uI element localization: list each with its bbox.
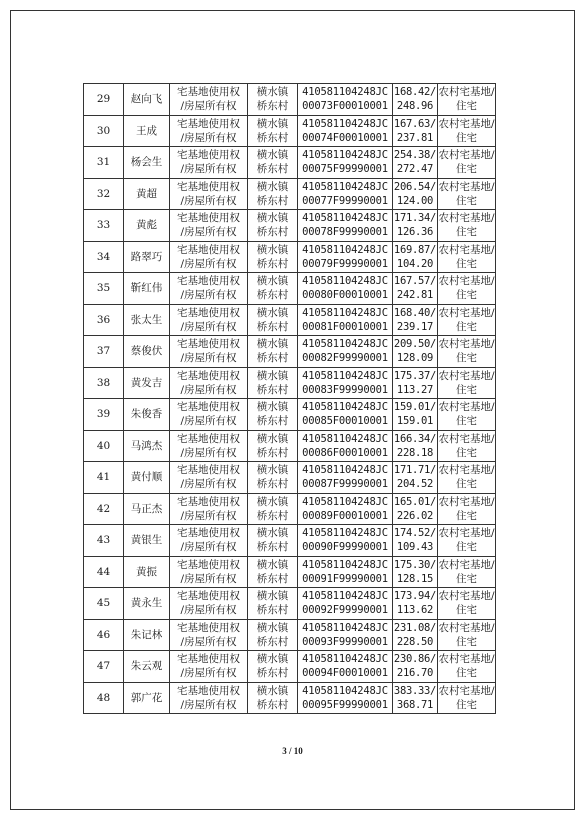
land-use-cell: 农村宅基地/ 住宅 — [438, 651, 496, 683]
area-cell: 167.57/ 242.81 — [393, 273, 438, 305]
owner-name-cell: 黄永生 — [124, 588, 170, 620]
right-type-cell: 宅基地使用权 /房屋所有权 — [170, 273, 248, 305]
area-cell: 168.42/ 248.96 — [393, 84, 438, 116]
row-number-cell: 34 — [84, 241, 124, 273]
land-use-cell: 农村宅基地/ 住宅 — [438, 682, 496, 714]
owner-name-cell: 王成 — [124, 115, 170, 147]
land-use-cell: 农村宅基地/ 住宅 — [438, 367, 496, 399]
owner-name-cell: 郭广花 — [124, 682, 170, 714]
table-row — [84, 147, 496, 179]
area-cell: 168.40/ 239.17 — [393, 304, 438, 336]
right-type-cell: 宅基地使用权 /房屋所有权 — [170, 462, 248, 494]
unit-code-cell: 410581104248JC 00087F99990001 — [298, 462, 393, 494]
right-type-cell: 宅基地使用权 /房屋所有权 — [170, 115, 248, 147]
area-cell: 383.33/ 368.71 — [393, 682, 438, 714]
row-number-cell: 35 — [84, 273, 124, 305]
location-cell: 横水镇 桥东村 — [248, 399, 298, 431]
table-row — [84, 115, 496, 147]
owner-name-cell: 黄彪 — [124, 210, 170, 242]
row-number-cell: 48 — [84, 682, 124, 714]
land-use-cell: 农村宅基地/ 住宅 — [438, 273, 496, 305]
land-use-cell: 农村宅基地/ 住宅 — [438, 525, 496, 557]
unit-code-cell: 410581104248JC 00094F00010001 — [298, 651, 393, 683]
row-number-cell: 42 — [84, 493, 124, 525]
unit-code-cell: 410581104248JC 00086F00010001 — [298, 430, 393, 462]
land-use-cell: 农村宅基地/ 住宅 — [438, 462, 496, 494]
location-cell: 横水镇 桥东村 — [248, 147, 298, 179]
unit-code-cell: 410581104248JC 00083F99990001 — [298, 367, 393, 399]
right-type-cell: 宅基地使用权 /房屋所有权 — [170, 430, 248, 462]
table-row — [84, 651, 496, 683]
owner-name-cell: 张太生 — [124, 304, 170, 336]
row-number-cell: 38 — [84, 367, 124, 399]
location-cell: 横水镇 桥东村 — [248, 619, 298, 651]
land-use-cell: 农村宅基地/ 住宅 — [438, 241, 496, 273]
table-row — [84, 493, 496, 525]
table-row — [84, 241, 496, 273]
page-number: 3 / 10 — [282, 746, 303, 756]
area-cell: 171.71/ 204.52 — [393, 462, 438, 494]
location-cell: 横水镇 桥东村 — [248, 210, 298, 242]
unit-code-cell: 410581104248JC 00095F99990001 — [298, 682, 393, 714]
right-type-cell: 宅基地使用权 /房屋所有权 — [170, 178, 248, 210]
location-cell: 横水镇 桥东村 — [248, 336, 298, 368]
row-number-cell: 46 — [84, 619, 124, 651]
area-cell: 230.86/ 216.70 — [393, 651, 438, 683]
table-row — [84, 304, 496, 336]
unit-code-cell: 410581104248JC 00074F00010001 — [298, 115, 393, 147]
unit-code-cell: 410581104248JC 00090F99990001 — [298, 525, 393, 557]
unit-code-cell: 410581104248JC 00085F00010001 — [298, 399, 393, 431]
owner-name-cell: 杨会生 — [124, 147, 170, 179]
land-use-cell: 农村宅基地/ 住宅 — [438, 178, 496, 210]
row-number-cell: 32 — [84, 178, 124, 210]
land-use-cell: 农村宅基地/ 住宅 — [438, 147, 496, 179]
row-number-cell: 31 — [84, 147, 124, 179]
row-number-cell: 33 — [84, 210, 124, 242]
location-cell: 横水镇 桥东村 — [248, 462, 298, 494]
right-type-cell: 宅基地使用权 /房屋所有权 — [170, 399, 248, 431]
right-type-cell: 宅基地使用权 /房屋所有权 — [170, 619, 248, 651]
land-use-cell: 农村宅基地/ 住宅 — [438, 556, 496, 588]
row-number-cell: 45 — [84, 588, 124, 620]
location-cell: 横水镇 桥东村 — [248, 273, 298, 305]
location-cell: 横水镇 桥东村 — [248, 430, 298, 462]
unit-code-cell: 410581104248JC 00081F00010001 — [298, 304, 393, 336]
area-cell: 159.01/ 159.01 — [393, 399, 438, 431]
land-use-cell: 农村宅基地/ 住宅 — [438, 619, 496, 651]
unit-code-cell: 410581104248JC 00093F99990001 — [298, 619, 393, 651]
unit-code-cell: 410581104248JC 00091F99990001 — [298, 556, 393, 588]
row-number-cell: 47 — [84, 651, 124, 683]
row-number-cell: 36 — [84, 304, 124, 336]
table-row — [84, 556, 496, 588]
area-cell: 171.34/ 126.36 — [393, 210, 438, 242]
unit-code-cell: 410581104248JC 00080F00010001 — [298, 273, 393, 305]
unit-code-cell: 410581104248JC 00092F99990001 — [298, 588, 393, 620]
location-cell: 横水镇 桥东村 — [248, 115, 298, 147]
area-cell: 173.94/ 113.62 — [393, 588, 438, 620]
row-number-cell: 37 — [84, 336, 124, 368]
right-type-cell: 宅基地使用权 /房屋所有权 — [170, 588, 248, 620]
owner-name-cell: 路翠巧 — [124, 241, 170, 273]
location-cell: 横水镇 桥东村 — [248, 84, 298, 116]
land-use-cell: 农村宅基地/ 住宅 — [438, 430, 496, 462]
unit-code-cell: 410581104248JC 00075F99990001 — [298, 147, 393, 179]
row-number-cell: 41 — [84, 462, 124, 494]
right-type-cell: 宅基地使用权 /房屋所有权 — [170, 556, 248, 588]
table-row — [84, 462, 496, 494]
table-row — [84, 619, 496, 651]
right-type-cell: 宅基地使用权 /房屋所有权 — [170, 241, 248, 273]
owner-name-cell: 朱俊香 — [124, 399, 170, 431]
owner-name-cell: 朱云观 — [124, 651, 170, 683]
owner-name-cell: 黄超 — [124, 178, 170, 210]
unit-code-cell: 410581104248JC 00077F99990001 — [298, 178, 393, 210]
area-cell: 175.37/ 113.27 — [393, 367, 438, 399]
land-use-cell: 农村宅基地/ 住宅 — [438, 115, 496, 147]
unit-code-cell: 410581104248JC 00079F99990001 — [298, 241, 393, 273]
row-number-cell: 29 — [84, 84, 124, 116]
owner-name-cell: 朱记林 — [124, 619, 170, 651]
location-cell: 横水镇 桥东村 — [248, 367, 298, 399]
owner-name-cell: 黄银生 — [124, 525, 170, 557]
location-cell: 横水镇 桥东村 — [248, 556, 298, 588]
owner-name-cell: 马鸿杰 — [124, 430, 170, 462]
land-use-cell: 农村宅基地/ 住宅 — [438, 399, 496, 431]
location-cell: 横水镇 桥东村 — [248, 178, 298, 210]
land-use-cell: 农村宅基地/ 住宅 — [438, 84, 496, 116]
table-row — [84, 84, 496, 116]
area-cell: 209.50/ 128.09 — [393, 336, 438, 368]
unit-code-cell: 410581104248JC 00078F99990001 — [298, 210, 393, 242]
right-type-cell: 宅基地使用权 /房屋所有权 — [170, 336, 248, 368]
registry-table-body — [84, 84, 496, 714]
table-row — [84, 588, 496, 620]
right-type-cell: 宅基地使用权 /房屋所有权 — [170, 367, 248, 399]
table-row — [84, 336, 496, 368]
right-type-cell: 宅基地使用权 /房屋所有权 — [170, 525, 248, 557]
location-cell: 横水镇 桥东村 — [248, 588, 298, 620]
owner-name-cell: 蔡俊伏 — [124, 336, 170, 368]
land-use-cell: 农村宅基地/ 住宅 — [438, 304, 496, 336]
right-type-cell: 宅基地使用权 /房屋所有权 — [170, 651, 248, 683]
owner-name-cell: 马正杰 — [124, 493, 170, 525]
unit-code-cell: 410581104248JC 00082F99990001 — [298, 336, 393, 368]
owner-name-cell: 靳红伟 — [124, 273, 170, 305]
land-use-cell: 农村宅基地/ 住宅 — [438, 210, 496, 242]
area-cell: 165.01/ 226.02 — [393, 493, 438, 525]
right-type-cell: 宅基地使用权 /房屋所有权 — [170, 147, 248, 179]
owner-name-cell: 黄付顺 — [124, 462, 170, 494]
row-number-cell: 43 — [84, 525, 124, 557]
unit-code-cell: 410581104248JC 00073F00010001 — [298, 84, 393, 116]
right-type-cell: 宅基地使用权 /房屋所有权 — [170, 493, 248, 525]
area-cell: 231.08/ 228.50 — [393, 619, 438, 651]
owner-name-cell: 黄发吉 — [124, 367, 170, 399]
land-use-cell: 农村宅基地/ 住宅 — [438, 588, 496, 620]
registry-table — [83, 83, 496, 714]
area-cell: 166.34/ 228.18 — [393, 430, 438, 462]
land-use-cell: 农村宅基地/ 住宅 — [438, 336, 496, 368]
owner-name-cell: 黄振 — [124, 556, 170, 588]
location-cell: 横水镇 桥东村 — [248, 493, 298, 525]
row-number-cell: 44 — [84, 556, 124, 588]
table-row — [84, 682, 496, 714]
table-row — [84, 367, 496, 399]
area-cell: 254.38/ 272.47 — [393, 147, 438, 179]
location-cell: 横水镇 桥东村 — [248, 651, 298, 683]
location-cell: 横水镇 桥东村 — [248, 241, 298, 273]
unit-code-cell: 410581104248JC 00089F00010001 — [298, 493, 393, 525]
owner-name-cell: 赵向飞 — [124, 84, 170, 116]
table-row — [84, 178, 496, 210]
area-cell: 175.30/ 128.15 — [393, 556, 438, 588]
location-cell: 横水镇 桥东村 — [248, 682, 298, 714]
table-row — [84, 273, 496, 305]
right-type-cell: 宅基地使用权 /房屋所有权 — [170, 682, 248, 714]
area-cell: 206.54/ 124.00 — [393, 178, 438, 210]
location-cell: 横水镇 桥东村 — [248, 304, 298, 336]
table-row — [84, 210, 496, 242]
land-use-cell: 农村宅基地/ 住宅 — [438, 493, 496, 525]
area-cell: 167.63/ 237.81 — [393, 115, 438, 147]
table-row — [84, 430, 496, 462]
right-type-cell: 宅基地使用权 /房屋所有权 — [170, 84, 248, 116]
table-row — [84, 399, 496, 431]
location-cell: 横水镇 桥东村 — [248, 525, 298, 557]
area-cell: 174.52/ 109.43 — [393, 525, 438, 557]
row-number-cell: 39 — [84, 399, 124, 431]
area-cell: 169.87/ 104.20 — [393, 241, 438, 273]
right-type-cell: 宅基地使用权 /房屋所有权 — [170, 304, 248, 336]
row-number-cell: 40 — [84, 430, 124, 462]
table-row — [84, 525, 496, 557]
right-type-cell: 宅基地使用权 /房屋所有权 — [170, 210, 248, 242]
row-number-cell: 30 — [84, 115, 124, 147]
